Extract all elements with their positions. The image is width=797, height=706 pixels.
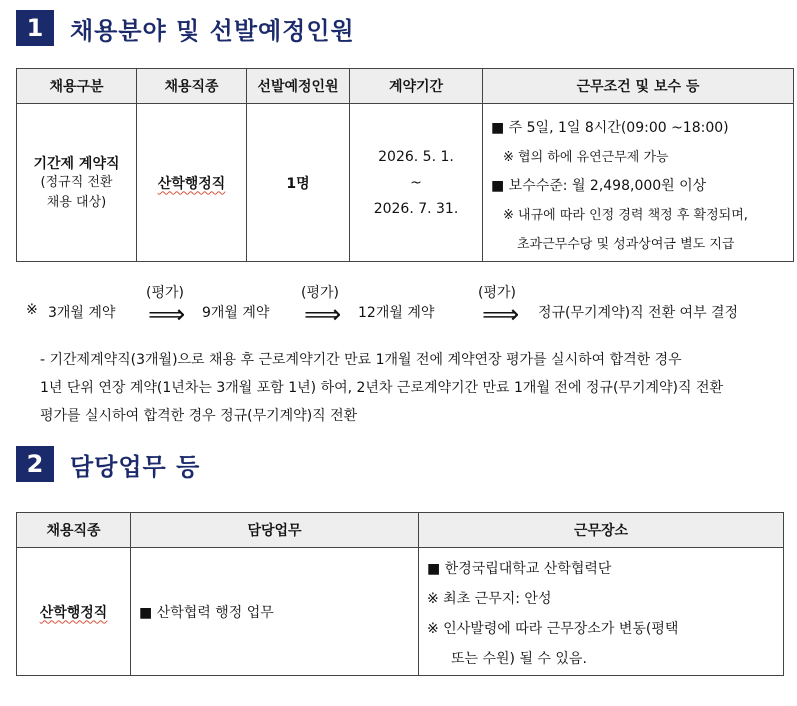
duty-job-label: 산학행정직 [39,604,108,621]
job-cell [137,104,247,262]
period-end: 2026. 7. 31. [373,200,459,217]
flow-arrow-1: ⟹ [148,300,186,330]
flow-arrow-2: ⟹ [304,300,342,330]
condition-line: 초과근무수당 및 성과상여금 별도 지급 [517,237,735,252]
header-count: 선발예정인원 [247,69,350,104]
section-1-heading [16,10,355,46]
header-job: 채용직종 [137,69,247,104]
note-line-3: 평가를 실시하여 합격한 경우 정규(무기계약)직 전환 [40,408,358,424]
header-category: 채용구분 [17,69,137,104]
note-line-1: - 기간제계약직(3개월)으로 채용 후 근로계약기간 만료 1개월 전에 계약연장 평가를 실시하여 합격한 경우 [40,352,682,368]
category-cell [17,104,137,262]
flow-eval-label-3: (평가) [478,285,516,301]
count-cell: 1명 [247,104,350,262]
flow-arrow-3: ⟹ [482,300,520,330]
location-cell [419,548,784,676]
duties-row [17,548,784,676]
duty-cell: ■ 산학협력 행정 업무 [131,548,419,676]
section-2-number: 2 [16,446,54,482]
section-1-number: 1 [16,10,54,46]
location-line: ※ 최초 근무지: 안성 [427,591,552,607]
contract-flow [26,282,786,332]
duties-table [16,512,784,676]
location-line: ■ 한경국립대학교 산학협력단 [427,561,612,577]
condition-line: ■ 보수수준: 월 2,498,000원 이상 [491,178,707,194]
recruitment-row [17,104,794,262]
flow-step-2: 9개월 계약 [202,305,270,321]
category-note-2: 채용 대상) [46,194,107,210]
flow-eval-label-1: (평가) [146,285,184,301]
section-1-title: 채용분야 및 선발예정인원 [70,16,355,45]
header-duty: 담당업무 [131,513,419,548]
duty-job-cell [17,548,131,676]
category-note-1: (정규직 전환 [40,174,113,190]
period-start: 2026. 5. 1. [378,148,454,165]
location-line: ※ 인사발령에 따라 근무장소가 변동(평택 [427,621,679,637]
recruitment-header-row [17,69,794,104]
header-period: 계약기간 [350,69,483,104]
job-label: 산학행정직 [157,175,226,192]
condition-line: ※ 내규에 따라 인정 경력 책정 후 확정되며, [503,208,748,223]
header-location: 근무장소 [419,513,784,548]
flow-step-4: 정규(무기계약)직 전환 여부 결정 [538,305,739,321]
recruitment-table [16,68,794,262]
condition-line: ■ 주 5일, 1일 8시간(09:00 ~18:00) [491,120,729,136]
flow-step-3: 12개월 계약 [358,305,435,321]
condition-line: ※ 협의 하에 유연근무제 가능 [503,150,669,165]
conversion-note [40,346,792,430]
flow-mark: ※ [26,302,38,318]
flow-step-1: 3개월 계약 [48,305,116,321]
flow-eval-label-2: (평가) [301,285,339,301]
category-label: 기간제 계약직 [33,155,120,172]
section-2-heading [16,446,200,482]
location-line: 또는 수원) 될 수 있음. [451,651,587,667]
header-job: 채용직종 [17,513,131,548]
period-cell [350,104,483,262]
period-sep: ~ [410,174,422,191]
header-conditions: 근무조건 및 보수 등 [483,69,794,104]
note-line-2: 1년 단위 연장 계약(1년차는 3개월 포함 1년) 하여, 2년차 근로계약기간 만료 1개월 전에 정규(무기계약)직 전환 [40,380,724,396]
duties-header-row [17,513,784,548]
section-2-title: 담당업무 등 [70,452,201,481]
conditions-cell [483,104,794,262]
